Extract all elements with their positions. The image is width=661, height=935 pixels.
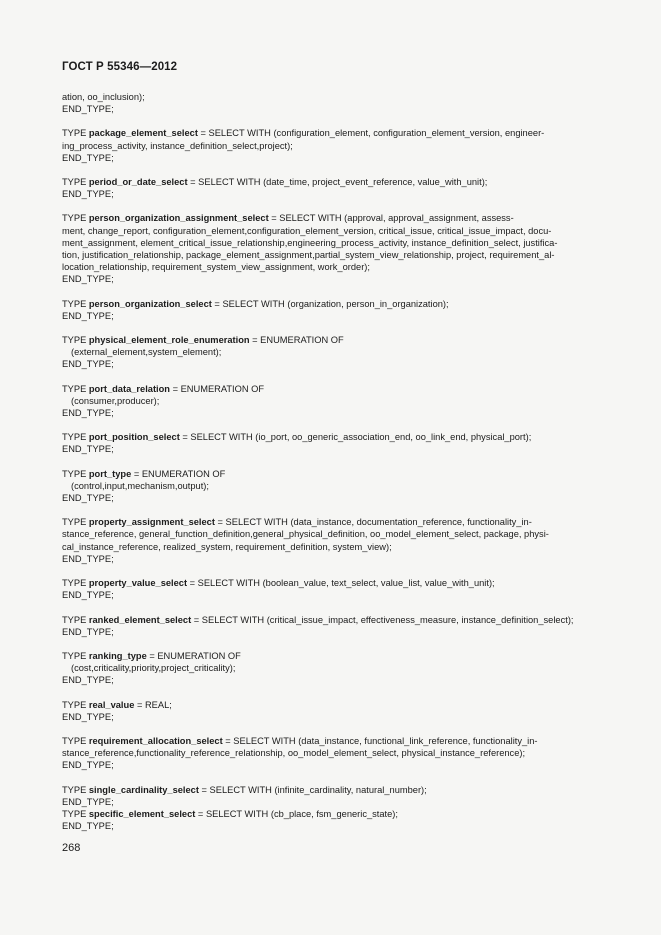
listing-line: cal_instance_reference, realized_system, requirement_definition, system_view);	[62, 541, 392, 552]
listing-line: END_TYPE;	[62, 359, 114, 370]
type-definition: = REAL;	[134, 699, 172, 710]
type-definition: = SELECT WITH (cb_place, fsm_generic_state);	[195, 808, 398, 819]
type-name: port_type	[88, 468, 132, 479]
listing-line: location_relationship, requirement_system_view_assignment, work_order);	[62, 262, 370, 273]
listing-line	[62, 650, 607, 662]
type-keyword: TYPE	[62, 735, 89, 746]
type-name: port_data_relation	[88, 383, 170, 394]
standard-header: ГОСТ Р 55346—2012	[62, 61, 178, 73]
type-name: package_element_select	[88, 128, 198, 139]
type-keyword: TYPE	[62, 383, 89, 394]
type-keyword: TYPE	[62, 517, 89, 528]
type-keyword: TYPE	[62, 699, 89, 710]
listing-line: ing_process_activity, instance_definition_select,project);	[62, 140, 293, 151]
listing-line: END_TYPE;	[62, 821, 114, 832]
listing-line: END_TYPE;	[62, 408, 114, 419]
type-definition: = ENUMERATION OF	[169, 383, 265, 394]
listing-line	[62, 808, 607, 820]
listing-line	[62, 577, 607, 589]
type-declaration	[62, 808, 607, 832]
listing-line: tion, justification_relationship, package_element_assignment,partial_system_view_relationship, project, requirement_al-	[62, 250, 555, 261]
listing-line: END_TYPE;	[62, 796, 114, 807]
type-declaration	[62, 650, 607, 687]
type-declaration	[62, 614, 607, 638]
listing-line	[62, 127, 607, 139]
type-declaration	[62, 176, 607, 200]
type-keyword: TYPE	[62, 213, 89, 224]
type-declaration	[62, 784, 607, 808]
type-name: single_cardinality_select	[88, 784, 199, 795]
listing-line: END_TYPE;	[62, 493, 114, 504]
listing-line: END_TYPE;	[62, 590, 114, 601]
listing-line	[62, 298, 607, 310]
listing-line: ment_assignment, element_critical_issue_relationship,engineering_process_activity, instance_definition_select, justifica-	[62, 237, 558, 248]
type-keyword: TYPE	[62, 468, 89, 479]
type-name: requirement_allocation_select	[88, 735, 223, 746]
listing-line: END_TYPE;	[62, 626, 114, 637]
listing-line	[62, 516, 607, 528]
type-keyword: TYPE	[62, 578, 89, 589]
type-name: port_position_select	[88, 432, 180, 443]
type-definition: = SELECT WITH (date_time, project_event_reference, value_with_unit);	[187, 177, 488, 188]
type-keyword: TYPE	[62, 128, 89, 139]
type-definition: = ENUMERATION OF	[249, 335, 344, 346]
type-declaration	[62, 516, 607, 565]
type-definition: = SELECT WITH (io_port, oo_generic_association_end, oo_link_end, physical_port);	[179, 432, 532, 443]
type-name: real_value	[88, 699, 135, 710]
type-keyword: TYPE	[62, 432, 89, 443]
type-definition: = SELECT WITH (configuration_element, configuration_element_version, engineer-	[197, 128, 545, 139]
type-declaration	[62, 577, 607, 601]
type-name: period_or_date_select	[88, 177, 188, 188]
listing-line	[62, 383, 607, 395]
type-declaration	[62, 127, 607, 164]
type-definition: = ENUMERATION OF	[146, 650, 241, 661]
type-name: physical_element_role_enumeration	[88, 335, 250, 346]
type-declaration	[62, 699, 607, 723]
type-declaration	[62, 431, 607, 455]
type-declaration	[62, 383, 607, 420]
type-name: person_organization_assignment_select	[88, 213, 269, 224]
type-declaration	[62, 91, 607, 115]
listing-line	[62, 176, 607, 188]
type-name: ranking_type	[88, 650, 147, 661]
type-keyword: TYPE	[62, 335, 89, 346]
express-listing	[62, 91, 607, 844]
type-definition: = SELECT WITH (data_instance, documentation_reference, functionality_in-	[214, 517, 532, 528]
listing-line	[62, 614, 607, 626]
listing-line: END_TYPE;	[62, 310, 114, 321]
type-keyword: TYPE	[62, 614, 89, 625]
listing-line: (external_element,system_element);	[71, 347, 222, 358]
listing-line: stance_reference, general_function_definition,general_physical_definition, oo_model_element_select, package, physi-	[62, 529, 549, 540]
type-declaration	[62, 735, 607, 772]
type-keyword: TYPE	[62, 650, 89, 661]
type-definition: = SELECT WITH (approval, approval_assignment, assess-	[268, 213, 514, 224]
type-definition: = SELECT WITH (infinite_cardinality, natural_number);	[198, 784, 427, 795]
listing-line: (control,input,mechanism,output);	[71, 480, 209, 491]
listing-line: (consumer,producer);	[71, 395, 160, 406]
listing-line: END_TYPE;	[62, 553, 114, 564]
type-name: person_organization_select	[88, 298, 212, 309]
listing-line: END_TYPE;	[62, 104, 114, 115]
listing-line: END_TYPE;	[62, 189, 114, 200]
type-name: ranked_element_select	[88, 614, 192, 625]
type-definition: = SELECT WITH (boolean_value, text_select, value_list, value_with_unit);	[187, 578, 495, 589]
page-number: 268	[62, 842, 81, 854]
type-keyword: TYPE	[62, 808, 89, 819]
type-definition: = SELECT WITH (organization, person_in_organization);	[211, 298, 449, 309]
type-definition: = SELECT WITH (critical_issue_impact, effectiveness_measure, instance_definition_select);	[191, 614, 574, 625]
type-name: property_assignment_select	[88, 517, 215, 528]
type-declaration	[62, 212, 607, 285]
listing-line	[62, 699, 607, 711]
listing-line: END_TYPE;	[62, 711, 114, 722]
listing-line: END_TYPE;	[62, 274, 114, 285]
type-name: specific_element_select	[88, 808, 196, 819]
type-name: property_value_select	[88, 578, 188, 589]
listing-line	[62, 735, 607, 747]
type-keyword: TYPE	[62, 177, 89, 188]
listing-line	[62, 431, 607, 443]
listing-line: END_TYPE;	[62, 760, 114, 771]
listing-line: ation, oo_inclusion);	[62, 92, 145, 102]
listing-line: stance_reference,functionality_reference_relationship, oo_model_element_select, physical_instance_reference);	[62, 748, 526, 759]
type-declaration	[62, 298, 607, 322]
listing-line	[62, 212, 607, 224]
type-declaration	[62, 468, 607, 505]
listing-line: END_TYPE;	[62, 675, 114, 686]
listing-line: END_TYPE;	[62, 444, 114, 455]
listing-line	[62, 784, 607, 796]
type-definition: = SELECT WITH (data_instance, functional_link_reference, functionality_in-	[222, 735, 538, 746]
type-declaration	[62, 334, 607, 371]
listing-line	[62, 334, 607, 346]
type-keyword: TYPE	[62, 784, 89, 795]
type-definition: = ENUMERATION OF	[131, 468, 226, 479]
listing-line: (cost,criticality,priority,project_criticality);	[71, 663, 236, 674]
listing-line: END_TYPE;	[62, 152, 114, 163]
listing-line	[62, 468, 607, 480]
type-keyword: TYPE	[62, 298, 89, 309]
listing-line: ment, change_report, configuration_element,configuration_element_version, critical_issue, critical_issue_impact, docu-	[62, 225, 552, 236]
